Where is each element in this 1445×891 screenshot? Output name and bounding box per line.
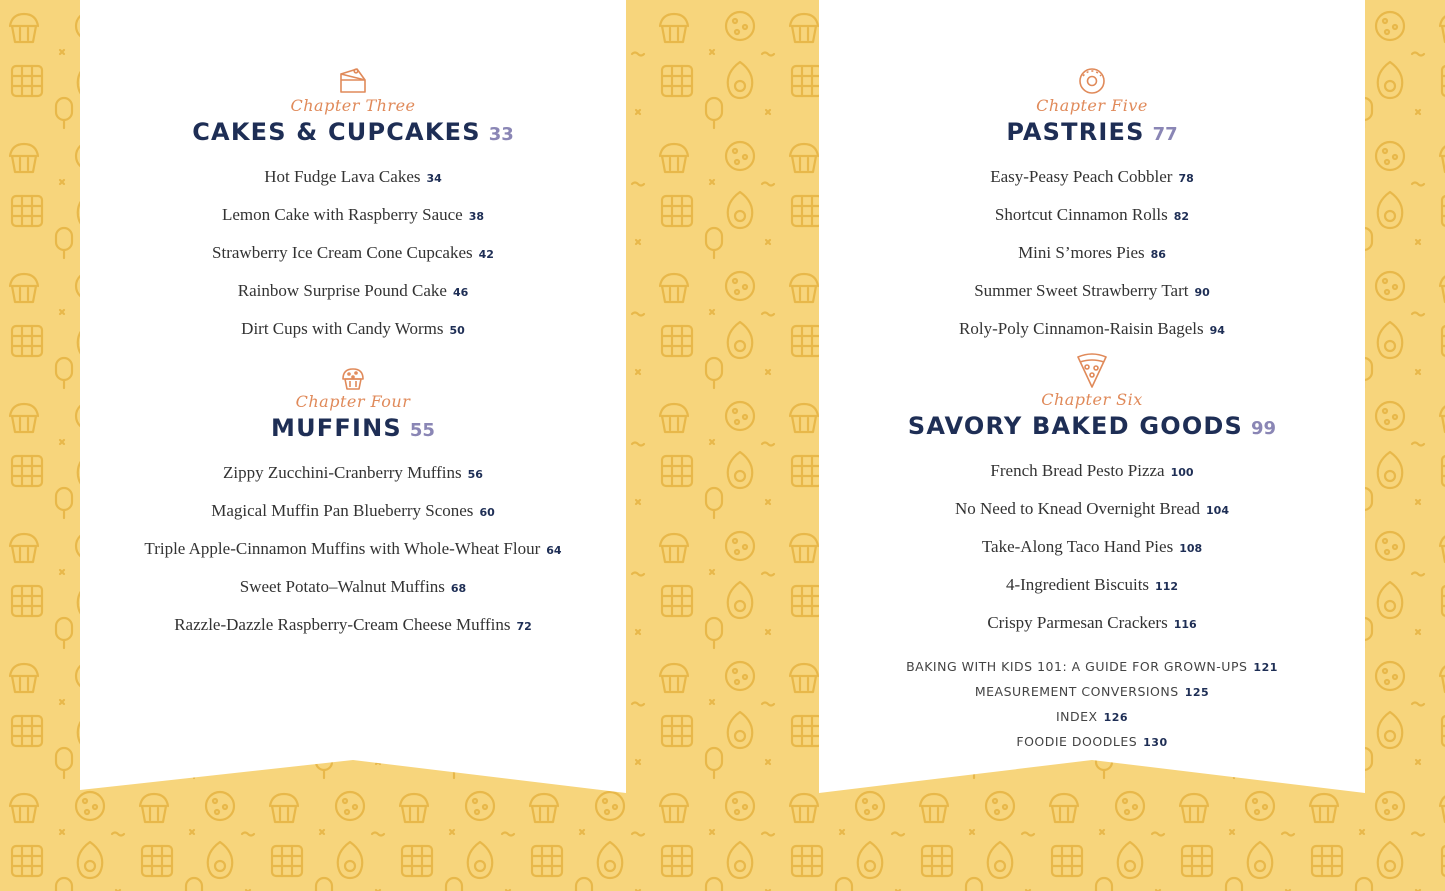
recipe-list	[819, 453, 1365, 643]
recipe-page-number: 46	[452, 286, 469, 299]
toc-entry[interactable]	[819, 567, 1365, 605]
recipe-name: Take-Along Taco Hand Pies	[981, 537, 1174, 556]
chapter-label: Chapter Four	[295, 392, 411, 411]
recipe-page-number: 104	[1206, 504, 1229, 517]
appendix-page-number: 126	[1103, 711, 1129, 724]
toc-entry[interactable]	[80, 493, 626, 531]
appendix-name: FOODIE DOODLES	[1016, 734, 1138, 749]
recipe-page-number: 100	[1170, 466, 1194, 479]
chapter-five-section	[819, 66, 1365, 349]
appendix-name: BAKING WITH KIDS 101: A GUIDE FOR GROWN-UPS	[906, 659, 1248, 674]
recipe-page-number: 112	[1155, 580, 1179, 593]
recipe-name: Dirt Cups with Candy Worms	[241, 319, 444, 338]
recipe-name: Strawberry Ice Cream Cone Cupcakes	[212, 243, 473, 262]
toc-entry[interactable]	[819, 197, 1365, 235]
chapter-page-number: 33	[488, 124, 514, 145]
toc-entry[interactable]	[819, 311, 1365, 349]
recipe-page-number: 82	[1173, 210, 1190, 223]
recipe-name: Lemon Cake with Raspberry Sauce	[221, 205, 463, 224]
recipe-list	[80, 159, 626, 349]
recipe-page-number: 42	[478, 248, 494, 261]
cake-slice-icon	[338, 66, 368, 96]
chapter-label: Chapter Five	[1036, 96, 1148, 115]
chapter-title	[819, 410, 1365, 445]
chapter-four-section	[80, 362, 626, 645]
appendix-entry[interactable]	[819, 680, 1365, 705]
toc-entry[interactable]	[80, 455, 626, 493]
toc-entry[interactable]	[80, 159, 626, 197]
left-toc-panel	[80, 0, 626, 800]
chapter-page-number: 55	[409, 420, 435, 441]
recipe-name: Magical Muffin Pan Blueberry Scones	[211, 501, 474, 520]
recipe-name: Shortcut Cinnamon Rolls	[994, 205, 1168, 224]
toc-entry[interactable]	[819, 605, 1365, 643]
appendix-entry[interactable]	[819, 730, 1365, 755]
donut-icon	[1077, 66, 1107, 96]
toc-entry[interactable]	[819, 529, 1365, 567]
recipe-name: Zippy Zucchini-Cranberry Muffins	[223, 463, 462, 482]
chapter-six-section	[819, 352, 1365, 643]
appendix-list	[819, 655, 1365, 755]
chapter-title	[80, 116, 626, 151]
appendix-name: INDEX	[1055, 709, 1098, 724]
recipe-name: Triple Apple-Cinnamon Muffins with Whole-Wheat Flour	[144, 539, 541, 558]
chapter-label: Chapter Three	[290, 96, 416, 115]
muffin-icon	[338, 362, 368, 392]
recipe-name: Razzle-Dazzle Raspberry-Cream Cheese Muffins	[174, 615, 511, 634]
appendix-page-number: 125	[1184, 686, 1210, 699]
chapter-label: Chapter Six	[1041, 390, 1143, 409]
recipe-name: Easy-Peasy Peach Cobbler	[990, 167, 1173, 186]
recipe-page-number: 56	[467, 468, 483, 481]
chapter-title-text: CAKES & CUPCAKES	[192, 118, 481, 146]
chapter-title-text: MUFFINS	[271, 414, 402, 442]
toc-entry[interactable]	[80, 531, 626, 569]
pizza-slice-icon	[1075, 352, 1109, 390]
recipe-name: Sweet Potato–Walnut Muffins	[239, 577, 445, 596]
toc-entry[interactable]	[80, 569, 626, 607]
recipe-page-number: 38	[468, 210, 485, 223]
chapter-three-section	[80, 66, 626, 349]
recipe-name: No Need to Knead Overnight Bread	[955, 499, 1201, 518]
recipe-name: Hot Fudge Lava Cakes	[264, 167, 421, 186]
toc-entry[interactable]	[819, 491, 1365, 529]
recipe-page-number: 72	[516, 620, 532, 633]
recipe-name: Roly-Poly Cinnamon-Raisin Bagels	[959, 319, 1204, 338]
appendix-page-number: 121	[1253, 661, 1278, 674]
chapter-page-number: 99	[1251, 418, 1277, 439]
recipe-page-number: 94	[1209, 324, 1225, 337]
recipe-name: Crispy Parmesan Crackers	[987, 613, 1168, 632]
recipe-page-number: 116	[1173, 618, 1197, 631]
toc-entry[interactable]	[80, 311, 626, 349]
recipe-name: French Bread Pesto Pizza	[990, 461, 1165, 480]
recipe-list	[819, 159, 1365, 349]
recipe-page-number: 108	[1179, 542, 1203, 555]
recipe-page-number: 50	[449, 324, 465, 337]
toc-entry[interactable]	[819, 159, 1365, 197]
toc-entry[interactable]	[819, 235, 1365, 273]
toc-entry[interactable]	[80, 607, 626, 645]
recipe-name: Summer Sweet Strawberry Tart	[974, 281, 1189, 300]
recipe-page-number: 68	[450, 582, 467, 595]
toc-entry[interactable]	[80, 197, 626, 235]
recipe-page-number: 78	[1178, 172, 1194, 185]
appendix-name: MEASUREMENT CONVERSIONS	[974, 684, 1179, 699]
toc-entry[interactable]	[80, 235, 626, 273]
chapter-title	[819, 116, 1365, 151]
toc-entry[interactable]	[819, 453, 1365, 491]
chapter-title-text: SAVORY BAKED GOODS	[907, 412, 1244, 440]
recipe-name: Rainbow Surprise Pound Cake	[237, 281, 447, 300]
chapter-title	[80, 412, 626, 447]
recipe-page-number: 86	[1150, 248, 1166, 261]
recipe-name: Mini S’mores Pies	[1018, 243, 1145, 262]
recipe-name: 4-Ingredient Biscuits	[1005, 575, 1150, 594]
right-toc-panel	[819, 0, 1365, 800]
chapter-title-text: PASTRIES	[1006, 118, 1145, 146]
recipe-list	[80, 455, 626, 645]
appendix-page-number: 130	[1143, 736, 1168, 749]
toc-entry[interactable]	[80, 273, 626, 311]
toc-entry[interactable]	[819, 273, 1365, 311]
appendix-entry[interactable]	[819, 655, 1365, 680]
appendix-entry[interactable]	[819, 705, 1365, 730]
recipe-page-number: 34	[426, 172, 442, 185]
recipe-page-number: 64	[546, 544, 562, 557]
recipe-page-number: 90	[1194, 286, 1210, 299]
chapter-page-number: 77	[1152, 124, 1178, 145]
recipe-page-number: 60	[479, 506, 495, 519]
